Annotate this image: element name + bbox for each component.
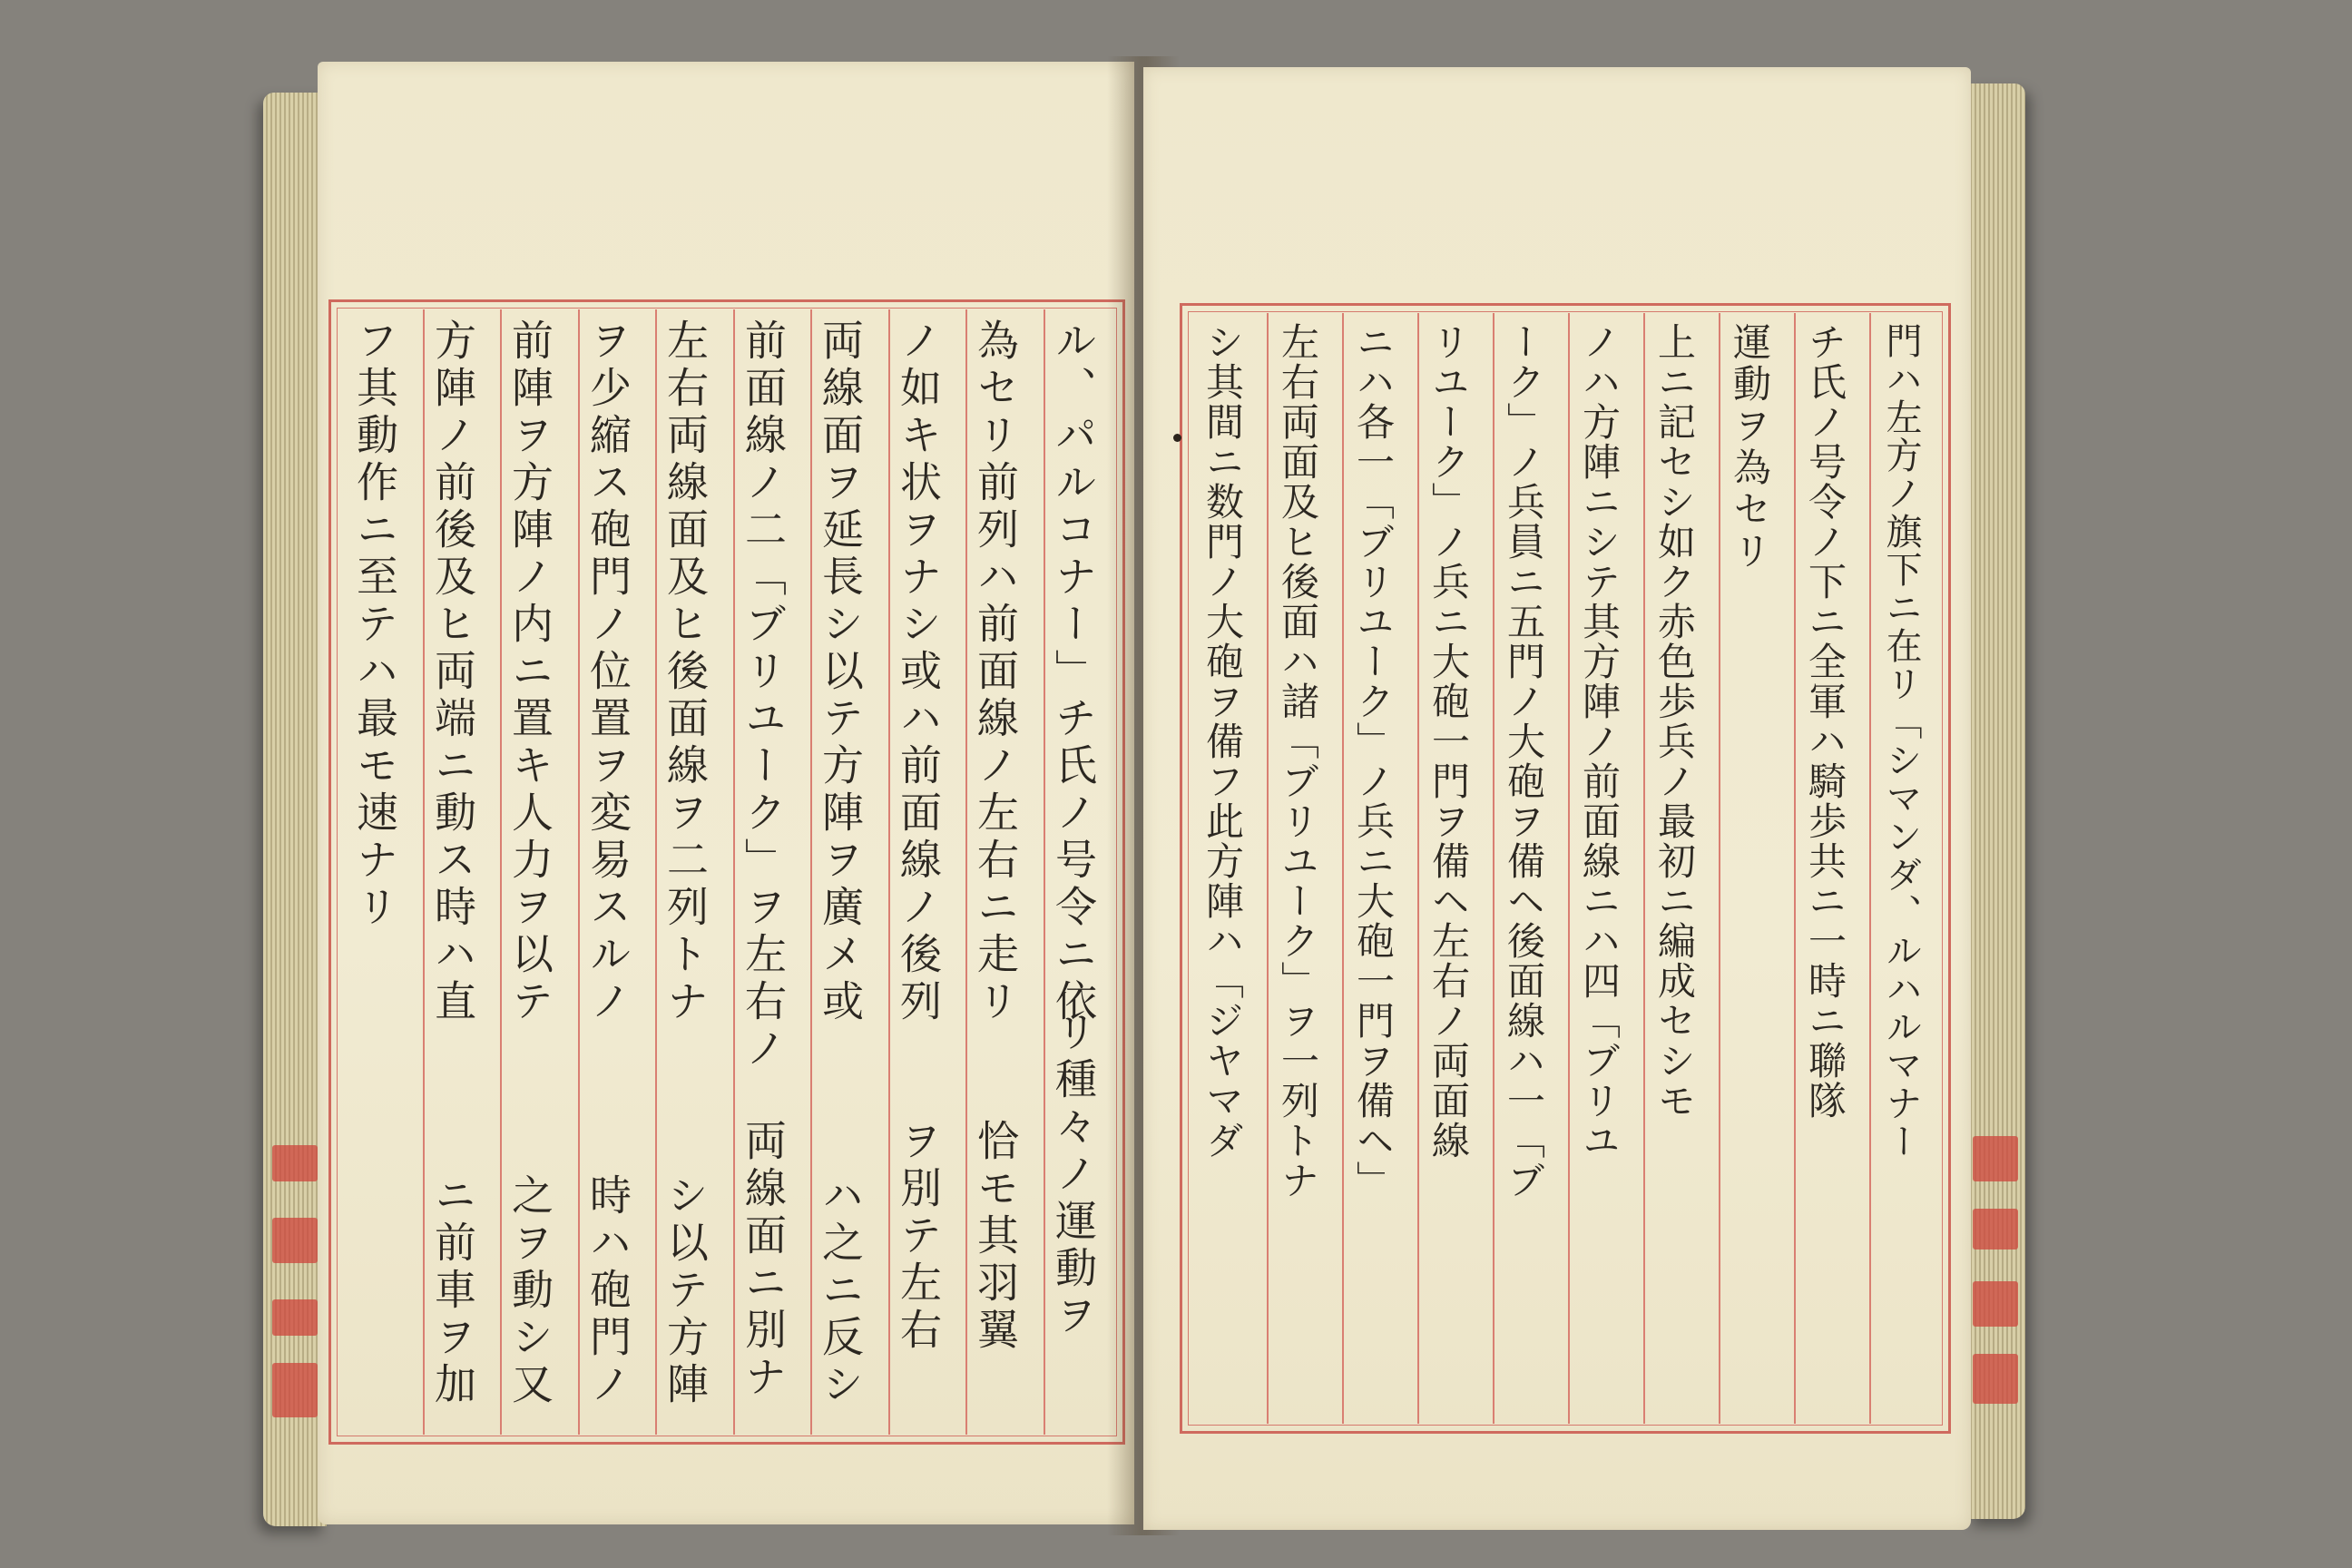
edge-stamp-mark xyxy=(1973,1136,2018,1181)
text-column-tail: 之ヲ動シ又 xyxy=(505,1173,554,1409)
column-rule xyxy=(1869,313,1871,1424)
left-page xyxy=(318,62,1134,1524)
edge-stamp-mark xyxy=(272,1363,318,1417)
column-rule xyxy=(578,309,580,1435)
left-page-border xyxy=(328,299,1125,1445)
text-column-tail: ハ之ニ反シ xyxy=(816,1173,865,1409)
open-book xyxy=(263,56,2025,1519)
text-column: 前面線ノ二「ブリユーク」ヲ左右ノ xyxy=(739,318,788,1073)
text-column: ニハ各一「ブリユーク」ノ兵ニ大砲一門ヲ備ヘ」 xyxy=(1351,322,1396,1200)
text-column: チ氏ノ号令ノ下ニ全軍ハ騎歩共ニ一時ニ聯隊 xyxy=(1803,322,1847,1121)
text-column: ーク」ノ兵員ニ五門ノ大砲ヲ備ヘ後面線ハ一「ブ xyxy=(1502,322,1546,1200)
text-column: 上ニ記セシ如ク赤色歩兵ノ最初ニ編成セシモ xyxy=(1652,322,1697,1121)
text-column-tail: ニ前車ヲ加 xyxy=(428,1173,477,1409)
column-rule xyxy=(1044,309,1045,1435)
text-column: 前陣ヲ方陣ノ内ニ置キ人力ヲ以テ xyxy=(505,318,554,1026)
text-column-tail: 時ハ砲門ノ xyxy=(583,1173,632,1409)
text-column-tail: 両線面ニ別ナ xyxy=(739,1119,788,1402)
text-column: フ其動作ニ至テハ最モ速ナリ xyxy=(350,318,399,932)
text-column: 為セリ前列ハ前面線ノ左右ニ走リ xyxy=(971,318,1020,1026)
column-rule xyxy=(810,309,812,1435)
text-column-tail: ヲ別テ左右 xyxy=(894,1119,943,1355)
edge-stamp-mark xyxy=(1973,1281,2018,1327)
edge-stamp-mark xyxy=(272,1145,318,1181)
text-column: ノハ方陣ニシテ其方陣ノ前面線ニハ四「ブリユ xyxy=(1577,322,1622,1161)
text-column: 方陣ノ前後及ヒ両端ニ動ス時ハ直 xyxy=(428,318,477,1026)
text-column-tail: リ種々ノ運動ヲ xyxy=(1049,1010,1098,1340)
column-rule xyxy=(1643,313,1645,1424)
text-column: 門ハ左方ノ旗下ニ在リ「シマンダ、ルハルマナー xyxy=(1880,322,1922,1161)
edge-stamp-mark xyxy=(272,1299,318,1336)
column-rule xyxy=(1342,313,1344,1424)
text-column: 左右両面及ヒ後面ハ諸「ブリユーク」ヲ一列トナ xyxy=(1276,322,1320,1200)
column-rule xyxy=(500,309,502,1435)
column-rule xyxy=(965,309,967,1435)
edge-stamp-mark xyxy=(1973,1209,2018,1250)
column-rule xyxy=(423,309,425,1435)
text-column-tail: シ以テ方陣 xyxy=(661,1173,710,1409)
text-column: 両線面ヲ延長シ以テ方陣ヲ廣メ或 xyxy=(816,318,865,1026)
text-column: 運動ヲ為セリ xyxy=(1728,322,1772,573)
text-column: リユーク」ノ兵ニ大砲一門ヲ備ヘ左右ノ両面線 xyxy=(1426,322,1471,1161)
right-page xyxy=(1143,67,1971,1530)
column-rule xyxy=(888,309,890,1435)
binding-hole xyxy=(1173,434,1181,442)
right-page-edges xyxy=(1967,83,2025,1519)
text-column: 左右両線面及ヒ後面線ヲ二列トナ xyxy=(661,318,710,1026)
text-column-tail: 恰モ其羽翼 xyxy=(971,1119,1020,1355)
text-column: ヲ少縮ス砲門ノ位置ヲ変易スルノ xyxy=(583,318,632,1026)
edge-stamp-mark xyxy=(1973,1354,2018,1404)
column-rule xyxy=(655,309,657,1435)
edge-stamp-mark xyxy=(272,1218,318,1263)
column-rule xyxy=(1794,313,1796,1424)
column-rule xyxy=(1417,313,1419,1424)
column-rule xyxy=(1267,313,1269,1424)
text-column: シ其間ニ数門ノ大砲ヲ備フ此方陣ハ「ジヤマダ xyxy=(1200,322,1245,1161)
column-rule xyxy=(1568,313,1570,1424)
column-rule xyxy=(1719,313,1720,1424)
column-rule xyxy=(1493,313,1494,1424)
right-page-border xyxy=(1180,303,1951,1434)
text-column: ル、パルコナー」チ氏ノ号令ニ依 xyxy=(1049,318,1098,1026)
text-column: ノ如キ状ヲナシ或ハ前面線ノ後列 xyxy=(894,318,943,1026)
column-rule xyxy=(733,309,735,1435)
